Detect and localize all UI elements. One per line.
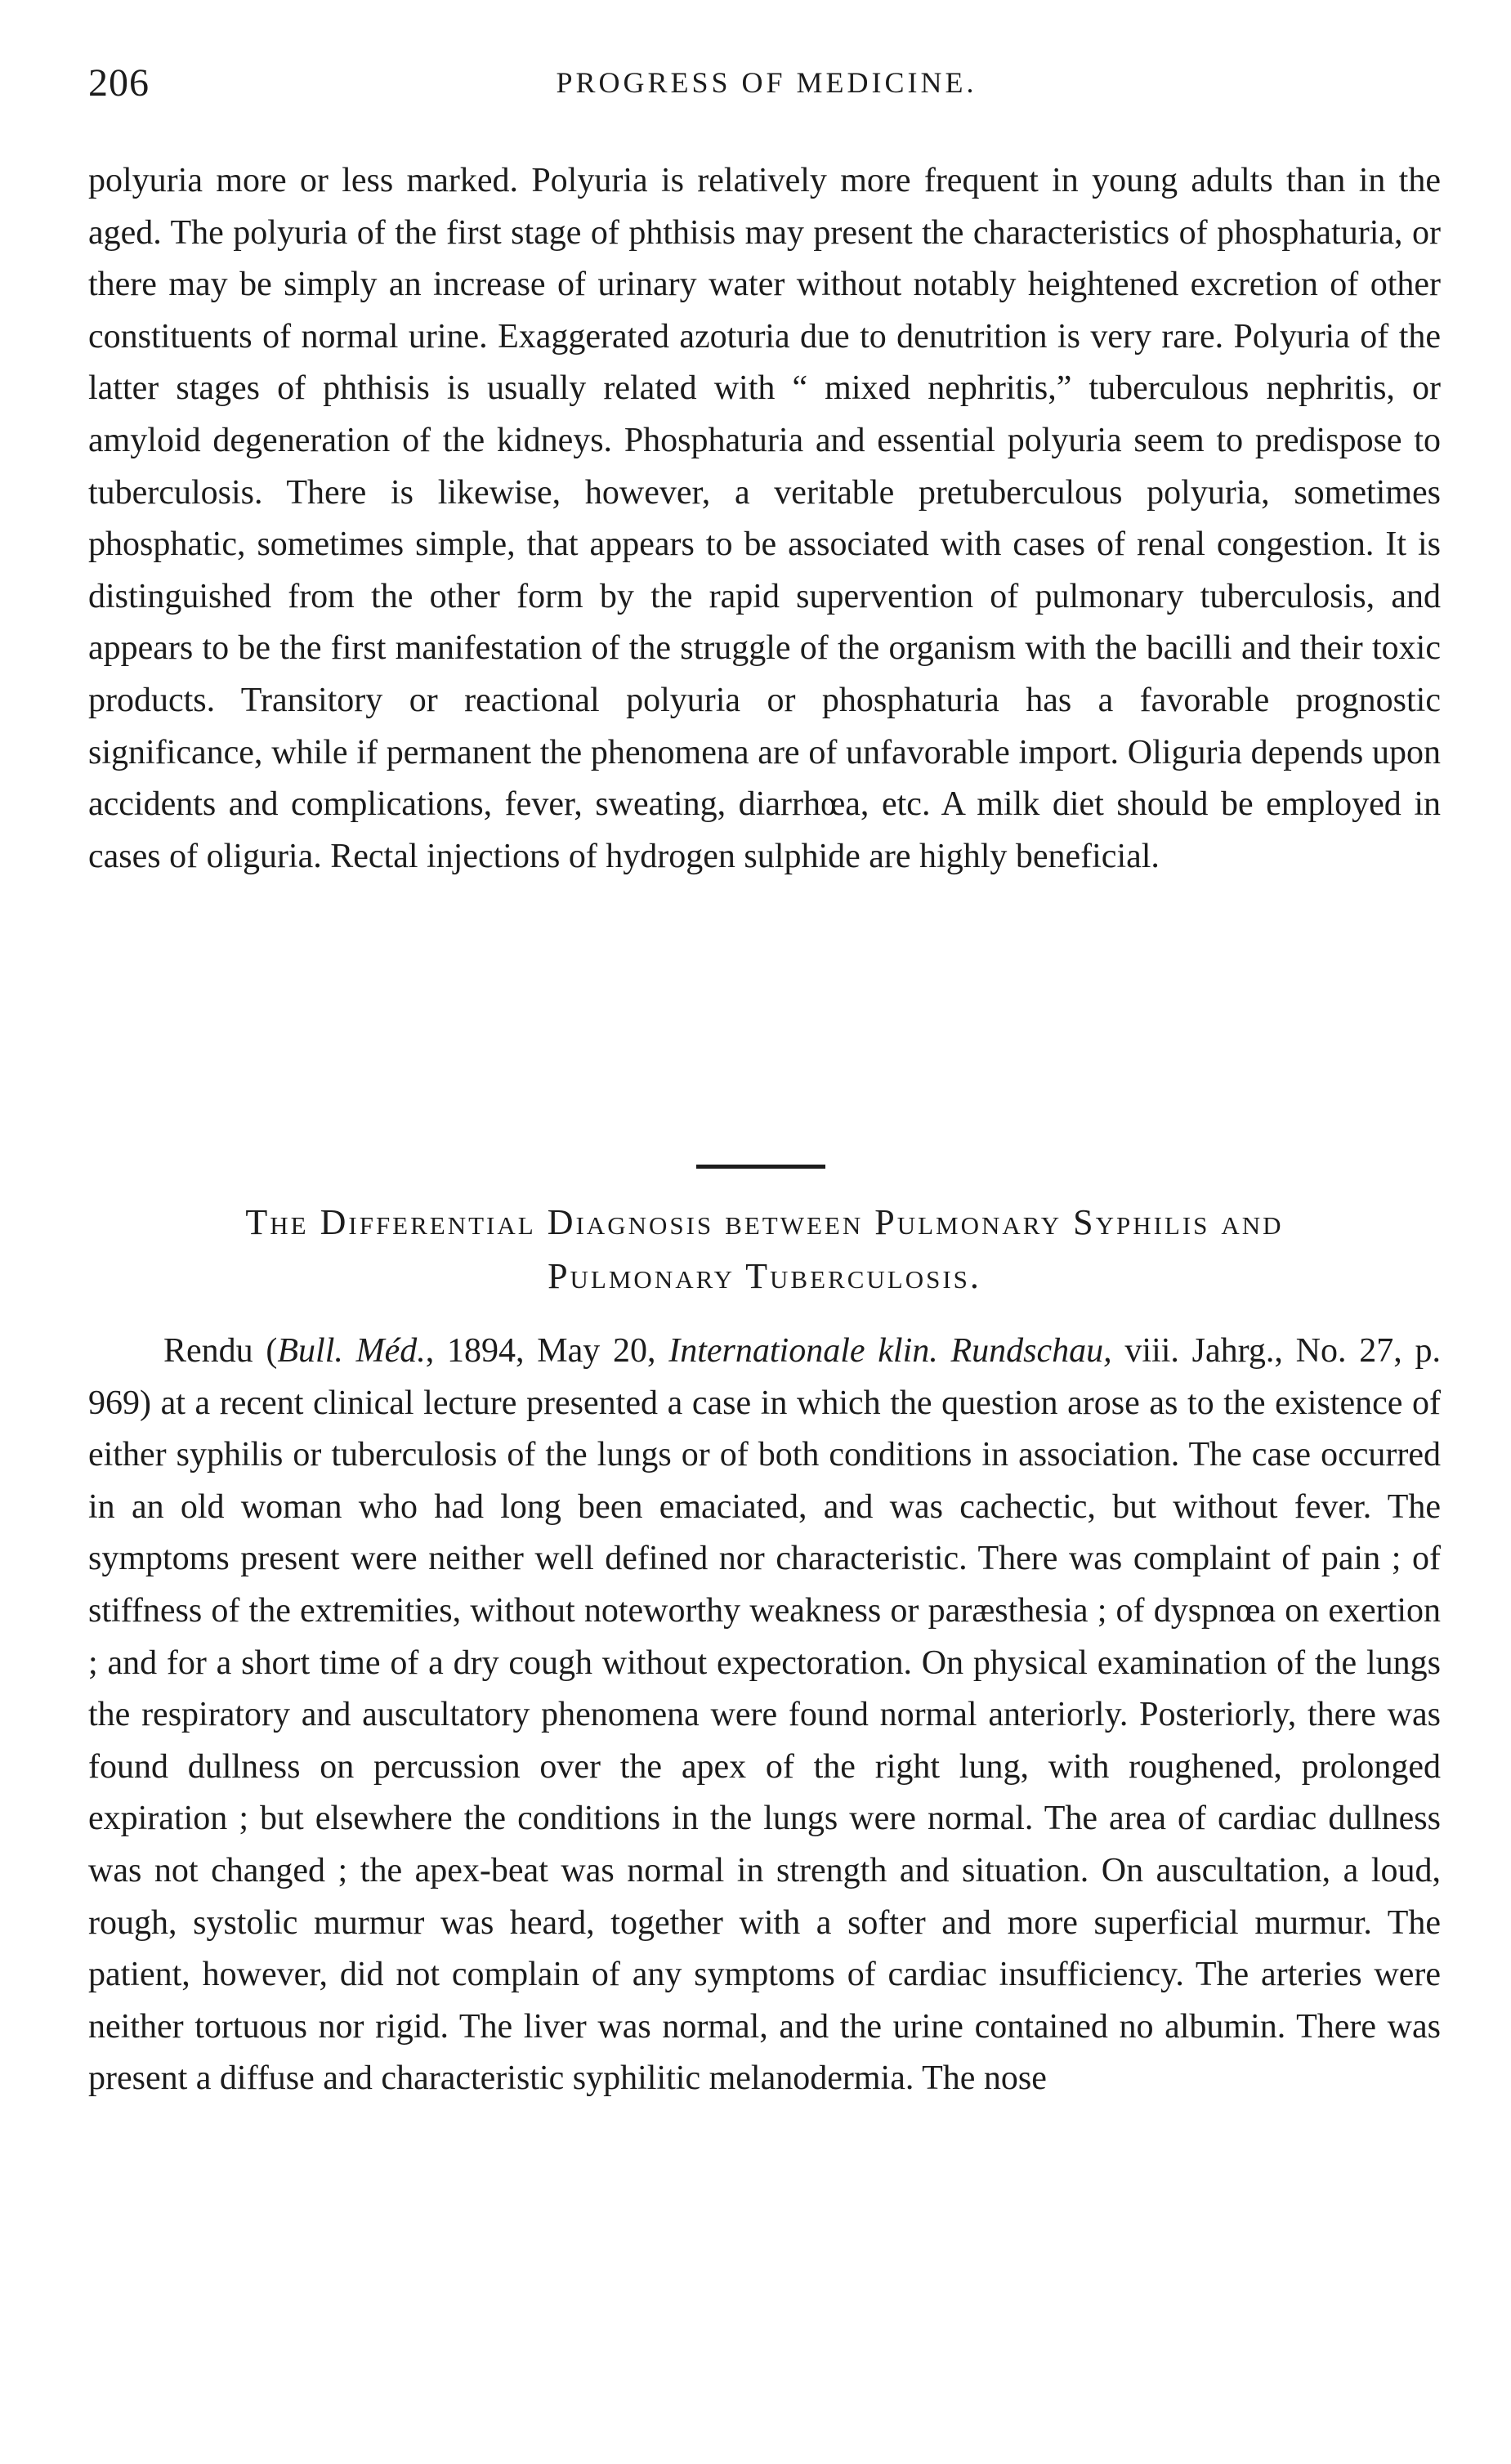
citation-author: Rendu ( [163, 1332, 278, 1370]
section-heading-line1: The Differential Diagnosis between Pulmonary Syphilis and [245, 1202, 1284, 1242]
section-heading-line2: Pulmonary Tuberculosis. [548, 1256, 981, 1296]
citation-date: , 1894, May 20, [425, 1332, 669, 1370]
citation-journal-2: Internationale klin. Rundschau, [668, 1332, 1112, 1370]
citation-journal: Bull. Méd. [277, 1332, 426, 1370]
section-divider [696, 1165, 825, 1169]
paragraph-text: viii. Jahrg., No. 27, p. 969) at a recent clinical lecture presented a case in which the question arose as to the existence of either syphilis or tuberculosis of the lungs or of both conditions in association. The case occurred in an old woman who had long been emaciated, and was cachectic, but without fever. The symptoms present were neither well defined nor characteristic. There was complaint of pain ; of stiffness of the extremities, without noteworthy weakness or paræsthesia ; of dyspnœa on exertion ; and for a short time of a dry cough without expectoration. On physical examination of the lungs the respiratory and auscultatory phenomena were found normal anteriorly. Posteriorly, there was found dullness on percussion over the apex of the right lung, with roughened, prolonged expiration ; but elsewhere the conditions in the lungs were normal. The area of cardiac dullness was not changed ; the apex-beat was normal in strength and situation. On auscultation, a loud, rough, systolic murmur was heard, together with a softer and more superficial murmur. The patient, however, did not complain of any symptoms of cardiac insufficiency. The arteries were neither tortuous nor rigid. The liver was normal, and the urine contained no albumin. There was present a diffuse and characteristic syphilitic melanodermia. The nose [88, 1332, 1441, 2098]
page-number: 206 [88, 61, 150, 105]
body-paragraph-polyuria: polyuria more or less marked. Polyuria is relatively more frequent in young adults than in the aged. The polyuria of the first stage of phthisis may present the characteristics of phosphaturia, or there may be simply an increase of urinary water without notably heightened excretion of other constituents of normal urine. Exaggerated azoturia due to denutrition is very rare. Polyuria of the latter stages of phthisis is usually related with “ mixed nephritis,” tuberculous nephritis, or amyloid degeneration of the kidneys. Phosphaturia and essential polyuria seem to predispose to tuberculosis. There is likewise, however, a veritable pretuberculous polyuria, sometimes phosphatic, sometimes simple, that appears to be associated with cases of renal congestion. It is distinguished from the other form by the rapid supervention of pulmonary tuberculosis, and appears to be the first manifestation of the struggle of the organism with the bacilli and their toxic products. Transitory or reactional polyuria or phosphaturia has a favorable prognostic significance, while if permanent the phenomena are of unfavorable import. Oliguria depends upon accidents and complications, fever, sweating, diarrhœa, etc. A milk diet should be employed in cases of oliguria. Rectal injections of hydrogen sulphide are highly beneficial. [88, 162, 1441, 875]
body-paragraph-rendu [88, 1326, 1441, 2105]
running-head [88, 60, 1445, 110]
running-title: PROGRESS OF MEDICINE. [556, 66, 977, 99]
section-heading [88, 1196, 1441, 1304]
